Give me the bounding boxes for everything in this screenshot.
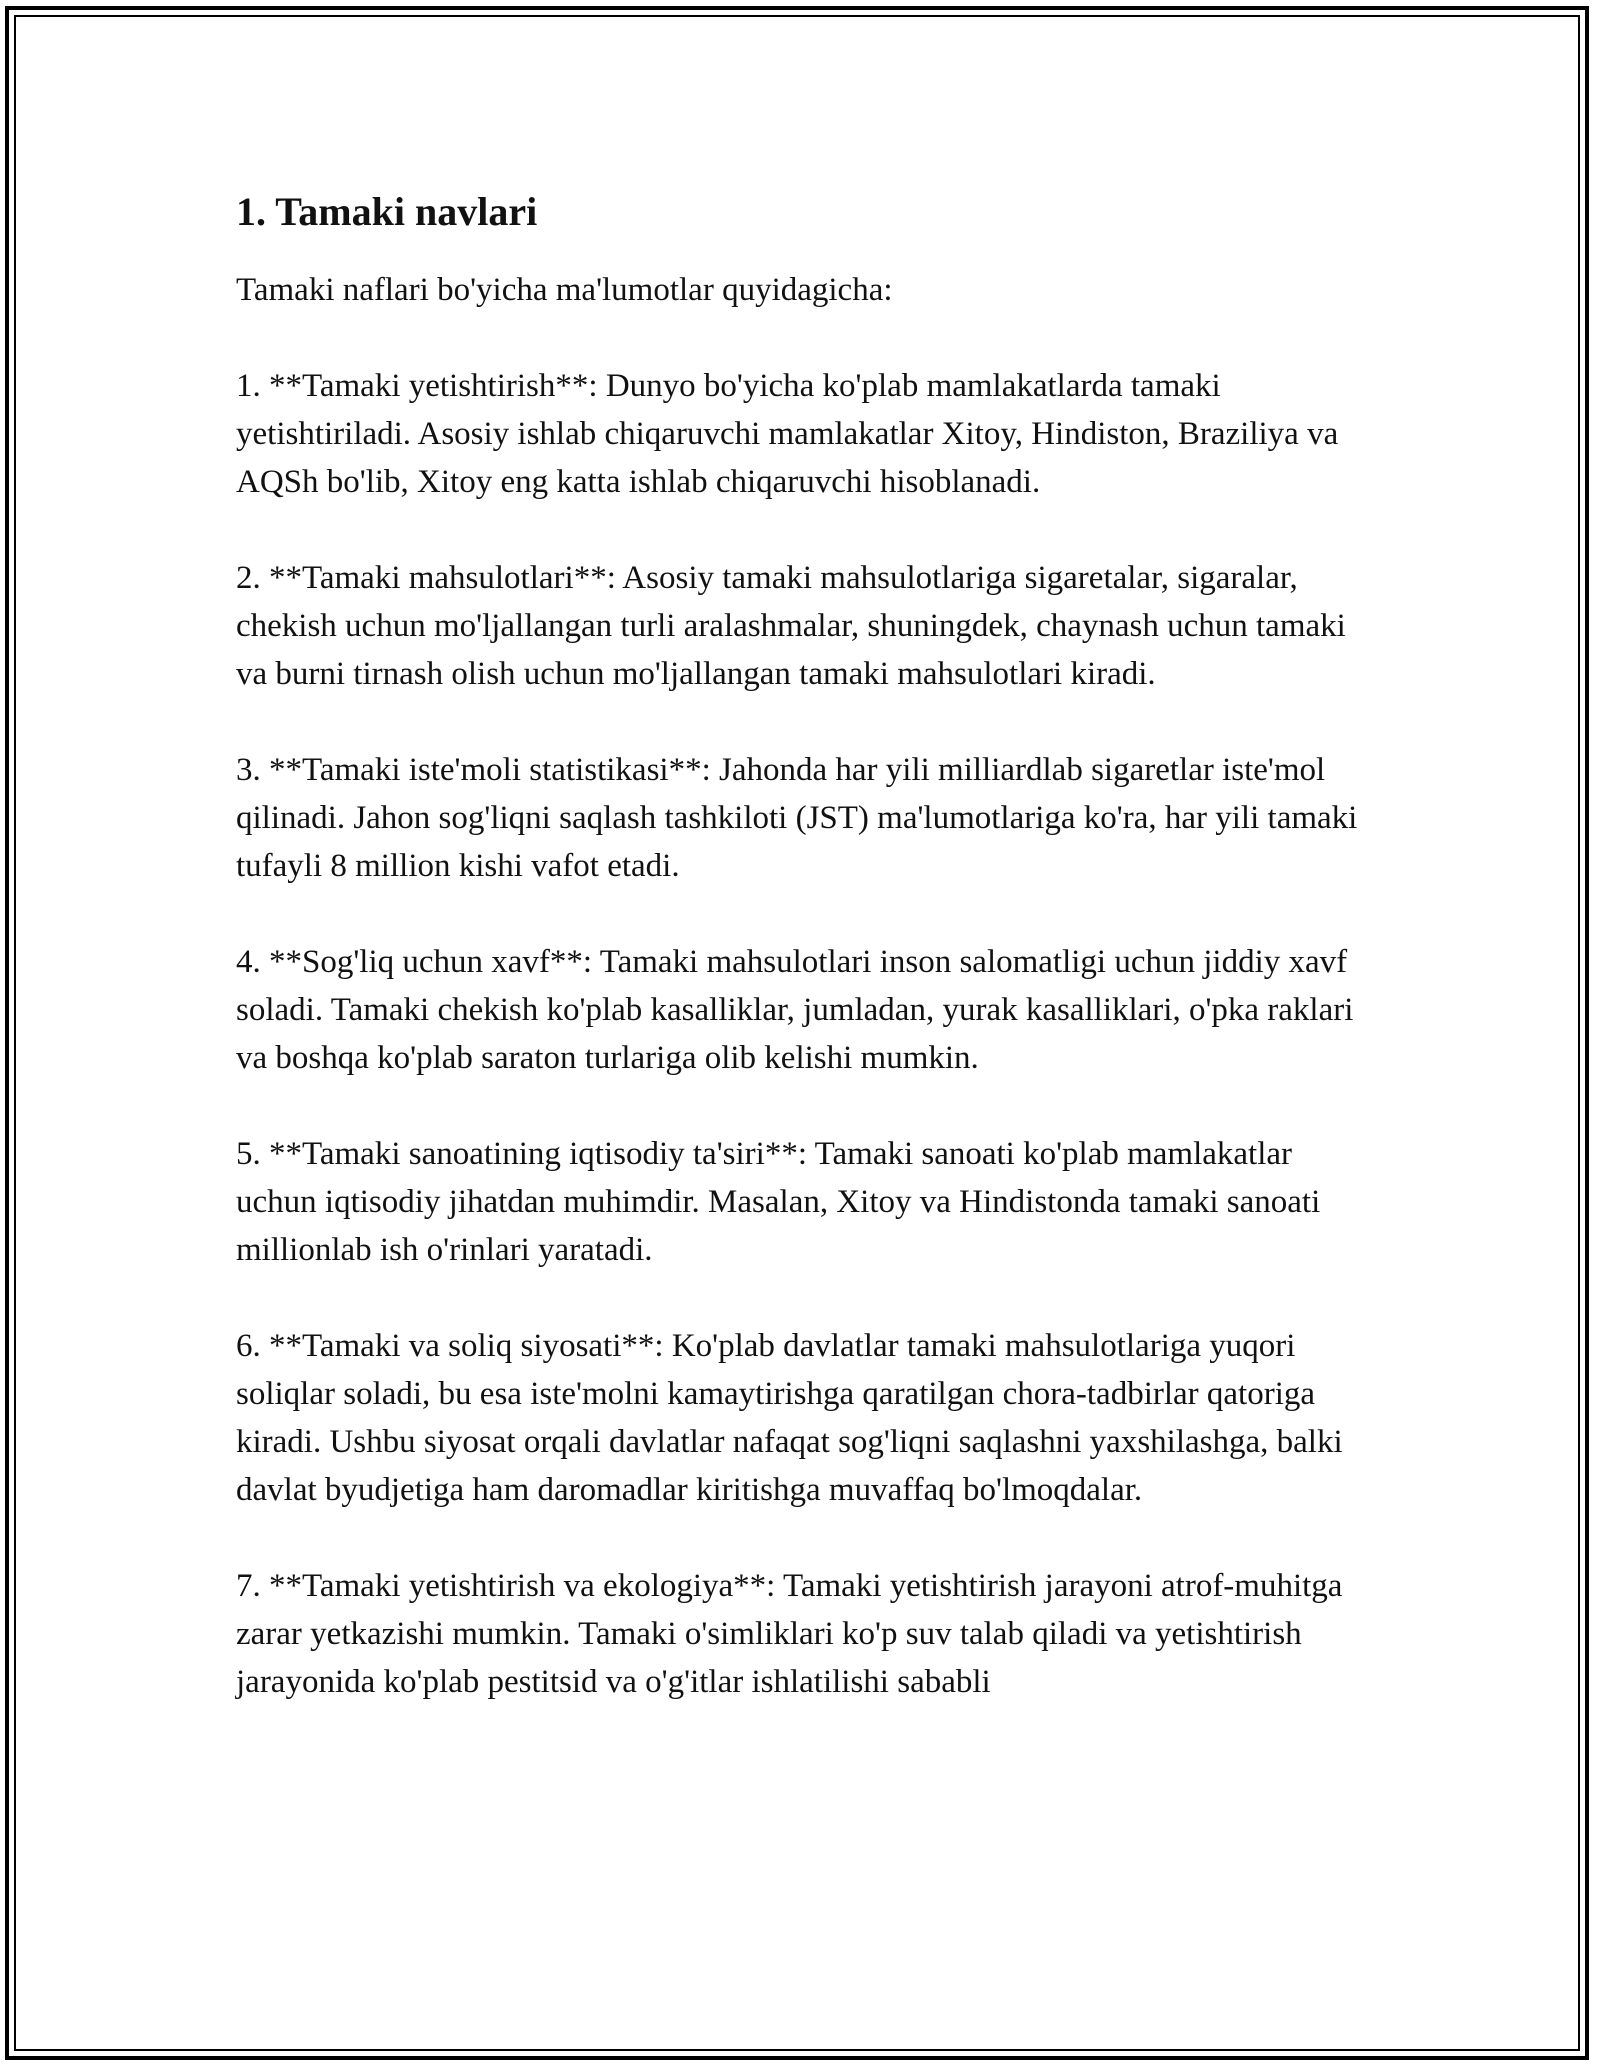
intro-paragraph: Tamaki naflari bo'yicha ma'lumotlar quyidagicha: bbox=[236, 272, 893, 308]
list-item-4: 4. **Sog'liq uchun xavf**: Tamaki mahsulotlari inson salomatligi uchun jiddiy xavf soladi. Tamaki chekish ko'plab kasalliklar, jumladan, yurak kasalliklari, o'pka raklari va boshqa ko'plab saraton turlariga olib kelishi mumkin. bbox=[236, 944, 1354, 1076]
list-item-3: 3. **Tamaki iste'moli statistikasi**: Jahonda har yili milliardlab sigaretlar iste'mol qilinadi. Jahon sog'liqni saqlash tashkiloti (JST) ma'lumotlariga ko'ra, har yili tamaki tufayli 8 million kishi vafot etadi. bbox=[236, 752, 1358, 884]
section-heading: 1. Tamaki navlari bbox=[236, 189, 538, 234]
list-item-7: 7. **Tamaki yetishtirish va ekologiya**: Tamaki yetishtirish jarayoni atrof-muhitga zarar yetkazishi mumkin. Tamaki o'simliklari ko'p suv talab qiladi va yetishtirish jarayonida ko'plab pestitsid va o'g'itlar ishlatilishi sababli bbox=[236, 1568, 1343, 1700]
list-item-5: 5. **Tamaki sanoatining iqtisodiy ta'siri**: Tamaki sanoati ko'plab mamlakatlar uchun iqtisodiy jihatdan muhimdir. Masalan, Xitoy va Hindistonda tamaki sanoati millionlab ish o'rinlari yaratadi. bbox=[236, 1136, 1321, 1268]
list-item-1: 1. **Tamaki yetishtirish**: Dunyo bo'yicha ko'plab mamlakatlarda tamaki yetishtiriladi. Asosiy ishlab chiqaruvchi mamlakatlar Xitoy, Hindiston, Braziliya va AQSh bo'lib, Xitoy eng katta ishlab chiqaruvchi hisoblanadi. bbox=[236, 368, 1339, 500]
list-item-6: 6. **Tamaki va soliq siyosati**: Ko'plab davlatlar tamaki mahsulotlariga yuqori soliqlar soladi, bu esa iste'molni kamaytirishga qaratilgan chora-tadbirlar qatoriga kiradi. Ushbu siyosat orqali davlatlar nafaqat sog'liqni saqlashni yaxshilashga, balki davlat byudjetiga ham daromadlar kiritishga muvaffaq bo'lmoqdalar. bbox=[236, 1328, 1343, 1508]
list-item-2: 2. **Tamaki mahsulotlari**: Asosiy tamaki mahsulotlariga sigaretalar, sigaralar, chekish uchun mo'ljallangan turli aralashmalar, shuningdek, chaynash uchun tamaki va burni tirnash olish uchun mo'ljallangan tamaki mahsulotlari kiradi. bbox=[236, 560, 1346, 692]
document-page bbox=[236, 186, 1366, 1706]
